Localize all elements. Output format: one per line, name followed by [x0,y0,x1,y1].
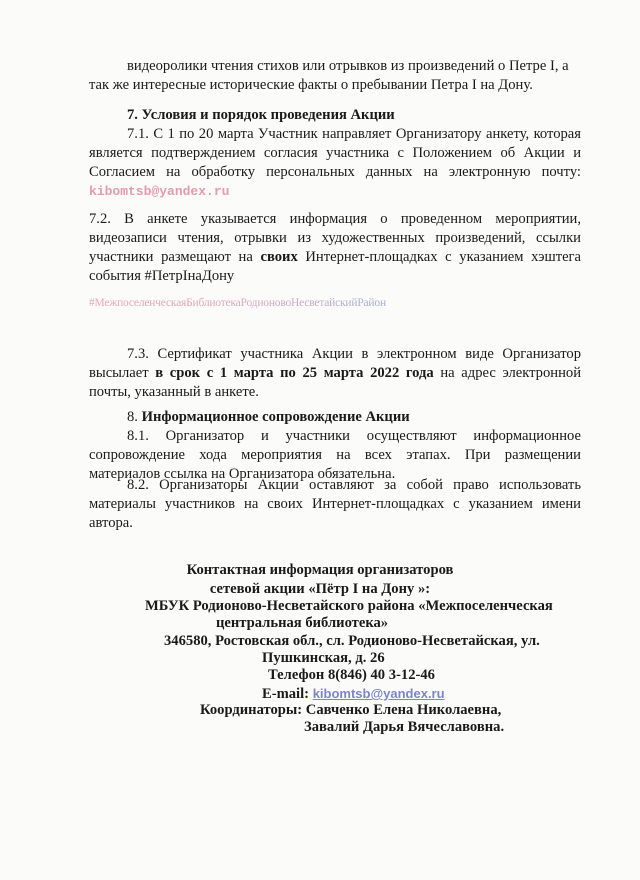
paragraph-7-2: 7.2. В анкете указывается информация о проведенном мероприятии, видеозаписи чтения, отрывки из художественных произведений, ссылки участники размещают на своих Интернет-площадках с указанием хэштега события #ПетрIнаДону [89,211,582,284]
paragraph-7-1: 7.1. С 1 по 20 марта Участник направляет Организатору анкету, которая является подтверждением согласия участника с Положением об Акции и Согласием на обработку персональных данных на электронную почту: kibomtsb@yandex.ru [89,126,581,199]
organizer-email-link[interactable]: kibomtsb@yandex.ru [89,184,230,199]
intro-line-1: видеоролики чтения стихов или отрывков из произведений о Петре I, а [127,58,569,74]
paragraph-8-1: 8.1. Организатор и участники осуществляют информационное сопровождение хода мероприятия на всех этапах. При размещении материалов ссылка на Организатора обязательна. [89,428,581,482]
coordinators-row: Координаторы: Савченко Елена Николаевна, [200,702,502,718]
contact-address-line-1: 346580, Ростовская обл., сл. Родионово-Несветайская, ул. [164,633,540,649]
contact-phone: Телефон 8(846) 40 3-12-46 [268,667,435,683]
contact-email-row: E-mail: kibomtsb@yandex.ru [262,686,445,702]
contact-action-name: сетевой акции «Пётр I на Дону »: [209,581,431,597]
contact-heading: Контактная информация организаторов [186,562,454,578]
paragraph-7-3: 7.3. Сертификат участника Акции в электронном виде Организатор высылает в срок с 1 марта по 25 марта 2022 года на адрес электронной почты, указанный в анкете. [89,346,582,400]
library-hashtag: #МежпоселенческаяБиблиотекаРодионовоНесветайскийРайон [89,297,449,309]
coordinator-2: Завалий Дарья Вячеславовна. [304,719,505,735]
paragraph-8-2: 8.2. Организаторы Акции оставляют за собой право использовать материалы участников на своих Интернет-площадках с указанием имени автора. [89,477,581,531]
contact-org-line-2: центральная библиотека» [216,615,389,631]
contact-email-link[interactable]: kibomtsb@yandex.ru [312,686,445,701]
contact-org-line-1: МБУК Родионово-Несветайского района «Межпоселенческая [145,598,553,614]
section-7-heading: 7. Условия и порядок проведения Акции [127,107,395,123]
contact-address-line-2: Пушкинская, д. 26 [262,650,385,666]
intro-line-2: так же интересные исторические факты о пребывании Петра I на Дону. [89,77,533,93]
section-8-heading: 8. Информационное сопровождение Акции [127,409,410,425]
